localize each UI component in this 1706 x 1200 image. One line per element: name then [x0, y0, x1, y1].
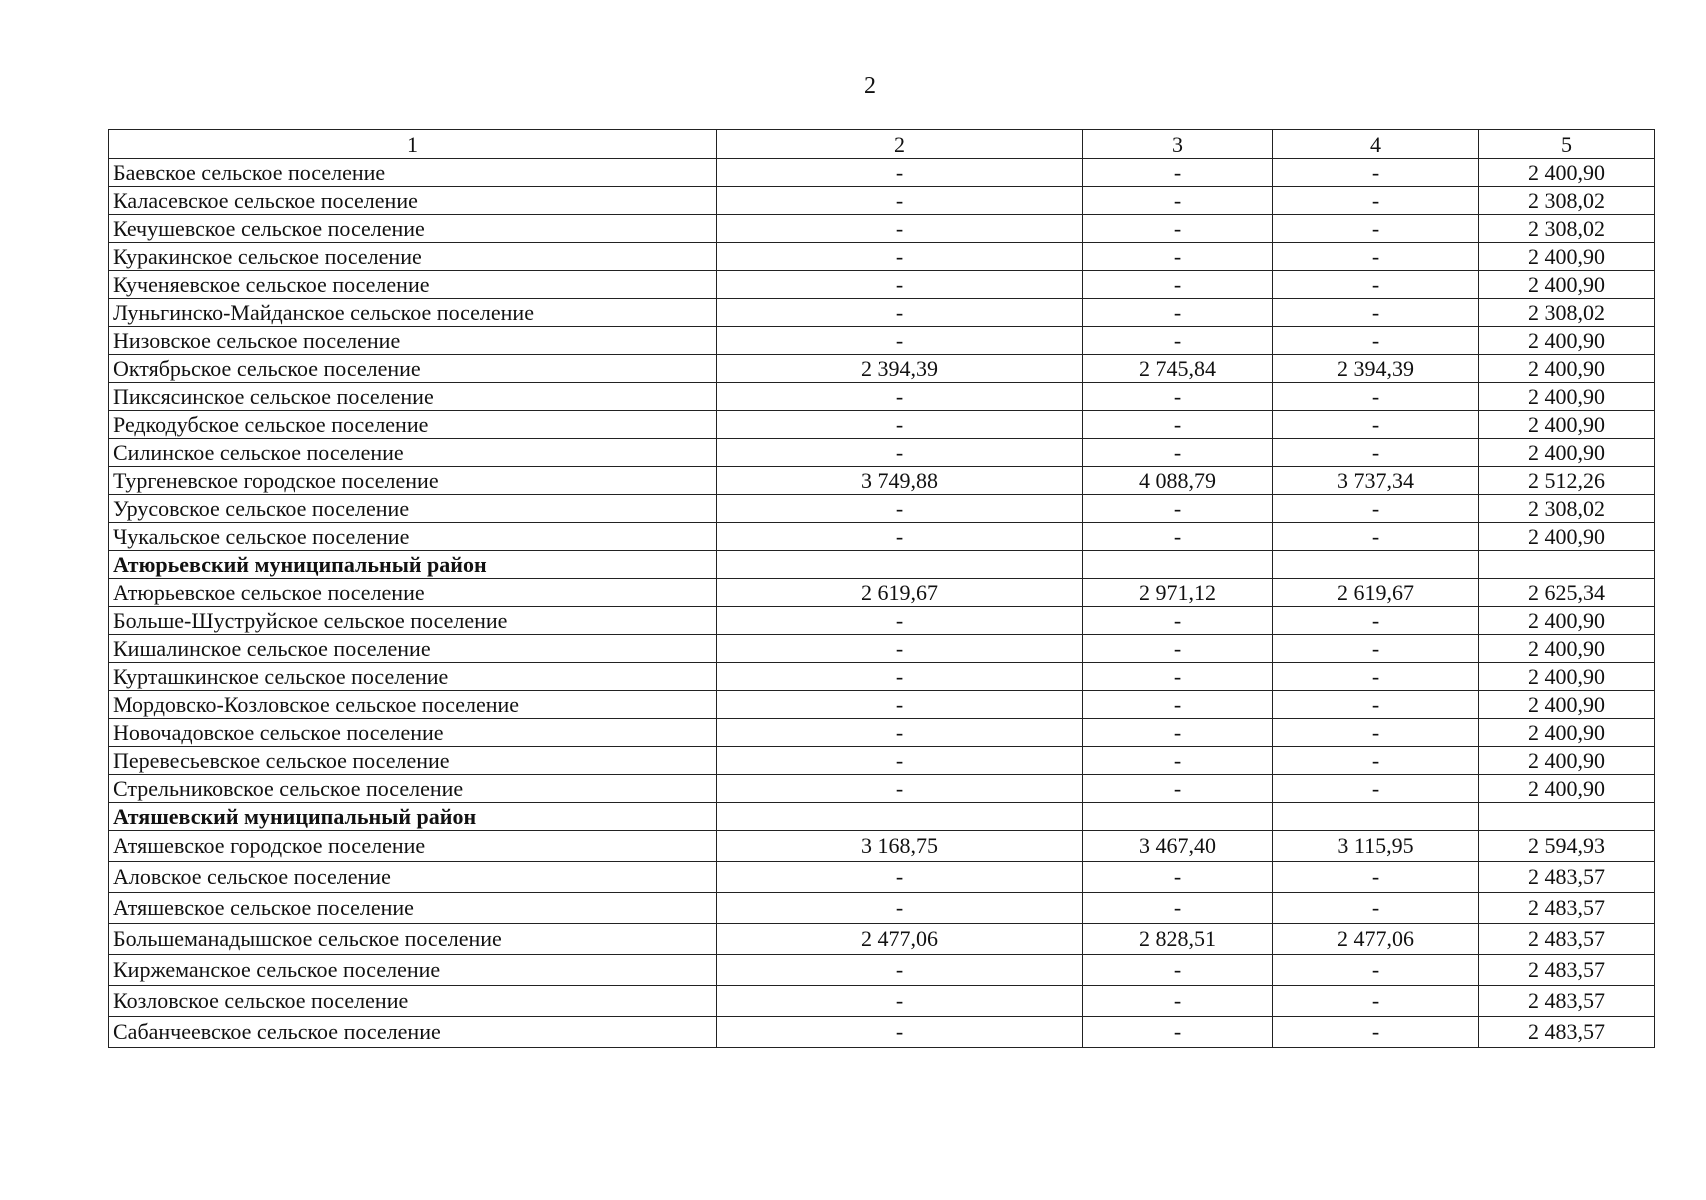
value-col-4	[1273, 551, 1479, 579]
table-row	[109, 862, 1655, 893]
settlement-name: Курташкинское сельское поселение	[109, 663, 717, 691]
value-col-5: 2 400,90	[1479, 523, 1655, 551]
value-col-5: 2 400,90	[1479, 355, 1655, 383]
value-col-2: -	[717, 383, 1083, 411]
value-col-4: -	[1273, 635, 1479, 663]
settlement-name: Низовское сельское поселение	[109, 327, 717, 355]
value-col-2: -	[717, 747, 1083, 775]
table-row	[109, 579, 1655, 607]
value-col-2: -	[717, 663, 1083, 691]
settlement-name: Пиксясинское сельское поселение	[109, 383, 717, 411]
header-col-5: 5	[1479, 130, 1655, 159]
value-col-4: -	[1273, 495, 1479, 523]
value-col-2: 2 394,39	[717, 355, 1083, 383]
table-row	[109, 271, 1655, 299]
value-col-3	[1083, 551, 1273, 579]
table-row	[109, 299, 1655, 327]
value-col-2: 2 619,67	[717, 579, 1083, 607]
value-col-2: -	[717, 986, 1083, 1017]
district-name: Атюрьевский муниципальный район	[109, 551, 717, 579]
value-col-3: -	[1083, 1017, 1273, 1048]
value-col-4: -	[1273, 719, 1479, 747]
data-table	[108, 129, 1655, 1048]
value-col-3: -	[1083, 299, 1273, 327]
value-col-4: -	[1273, 327, 1479, 355]
table-row	[109, 355, 1655, 383]
settlement-name: Каласевское сельское поселение	[109, 187, 717, 215]
table-body	[109, 159, 1655, 1048]
value-col-2: -	[717, 439, 1083, 467]
settlement-name: Сабанчеевское сельское поселение	[109, 1017, 717, 1048]
value-col-3: -	[1083, 775, 1273, 803]
settlement-name: Аловское сельское поселение	[109, 862, 717, 893]
table-row	[109, 955, 1655, 986]
value-col-5: 2 400,90	[1479, 747, 1655, 775]
value-col-5: 2 400,90	[1479, 411, 1655, 439]
value-col-4: -	[1273, 243, 1479, 271]
table-row	[109, 159, 1655, 187]
value-col-5: 2 625,34	[1479, 579, 1655, 607]
value-col-3: -	[1083, 187, 1273, 215]
value-col-2: 2 477,06	[717, 924, 1083, 955]
value-col-2: -	[717, 862, 1083, 893]
value-col-4: -	[1273, 187, 1479, 215]
table-row	[109, 775, 1655, 803]
table-row	[109, 327, 1655, 355]
value-col-5: 2 400,90	[1479, 327, 1655, 355]
settlement-name: Атяшевское сельское поселение	[109, 893, 717, 924]
value-col-4: -	[1273, 383, 1479, 411]
value-col-3: -	[1083, 691, 1273, 719]
value-col-3: -	[1083, 495, 1273, 523]
value-col-5: 2 512,26	[1479, 467, 1655, 495]
settlement-name: Перевесьевское сельское поселение	[109, 747, 717, 775]
value-col-3: -	[1083, 411, 1273, 439]
table-row	[109, 831, 1655, 862]
table-row	[109, 747, 1655, 775]
value-col-3: -	[1083, 215, 1273, 243]
value-col-4: -	[1273, 439, 1479, 467]
value-col-3: -	[1083, 862, 1273, 893]
value-col-2: -	[717, 299, 1083, 327]
table-row	[109, 523, 1655, 551]
value-col-2: -	[717, 215, 1083, 243]
value-col-3: -	[1083, 747, 1273, 775]
value-col-5: 2 400,90	[1479, 243, 1655, 271]
value-col-3: 2 828,51	[1083, 924, 1273, 955]
value-col-5: 2 400,90	[1479, 635, 1655, 663]
settlement-name: Больше-Шуструйское сельское поселение	[109, 607, 717, 635]
settlement-name: Козловское сельское поселение	[109, 986, 717, 1017]
settlement-name: Куракинское сельское поселение	[109, 243, 717, 271]
value-col-5	[1479, 551, 1655, 579]
value-col-2: -	[717, 607, 1083, 635]
value-col-3: -	[1083, 607, 1273, 635]
section-row	[109, 803, 1655, 831]
value-col-5: 2 400,90	[1479, 663, 1655, 691]
value-col-5: 2 308,02	[1479, 299, 1655, 327]
value-col-3: 2 971,12	[1083, 579, 1273, 607]
value-col-4: -	[1273, 411, 1479, 439]
value-col-5: 2 400,90	[1479, 691, 1655, 719]
table-row	[109, 924, 1655, 955]
value-col-2: -	[717, 495, 1083, 523]
value-col-5: 2 483,57	[1479, 924, 1655, 955]
value-col-2: -	[717, 719, 1083, 747]
value-col-2: -	[717, 775, 1083, 803]
value-col-5: 2 308,02	[1479, 495, 1655, 523]
settlement-name: Тургеневское городское поселение	[109, 467, 717, 495]
table-row	[109, 986, 1655, 1017]
value-col-4	[1273, 803, 1479, 831]
value-col-5: 2 483,57	[1479, 1017, 1655, 1048]
header-row	[109, 130, 1655, 159]
table-row	[109, 719, 1655, 747]
settlement-name: Большеманадышское сельское поселение	[109, 924, 717, 955]
value-col-4: -	[1273, 1017, 1479, 1048]
value-col-3: -	[1083, 719, 1273, 747]
value-col-3: -	[1083, 383, 1273, 411]
value-col-5: 2 400,90	[1479, 719, 1655, 747]
settlement-name: Луньгинско-Майданское сельское поселение	[109, 299, 717, 327]
value-col-5: 2 483,57	[1479, 862, 1655, 893]
value-col-3: 4 088,79	[1083, 467, 1273, 495]
table-row	[109, 383, 1655, 411]
value-col-2: -	[717, 955, 1083, 986]
value-col-4: -	[1273, 862, 1479, 893]
value-col-4: -	[1273, 691, 1479, 719]
value-col-3: 2 745,84	[1083, 355, 1273, 383]
settlement-name: Киржеманское сельское поселение	[109, 955, 717, 986]
value-col-4: -	[1273, 775, 1479, 803]
value-col-4: -	[1273, 523, 1479, 551]
value-col-2: -	[717, 243, 1083, 271]
settlement-name: Кечушевское сельское поселение	[109, 215, 717, 243]
value-col-2: -	[717, 271, 1083, 299]
header-col-4: 4	[1273, 130, 1479, 159]
value-col-4: -	[1273, 299, 1479, 327]
value-col-3: -	[1083, 635, 1273, 663]
value-col-2: 3 168,75	[717, 831, 1083, 862]
header-col-2: 2	[717, 130, 1083, 159]
value-col-2: -	[717, 411, 1083, 439]
value-col-4: -	[1273, 893, 1479, 924]
value-col-4: 2 394,39	[1273, 355, 1479, 383]
value-col-5: 2 483,57	[1479, 955, 1655, 986]
value-col-2: -	[717, 159, 1083, 187]
value-col-2: 3 749,88	[717, 467, 1083, 495]
settlement-name: Новочадовское сельское поселение	[109, 719, 717, 747]
value-col-5: 2 400,90	[1479, 159, 1655, 187]
value-col-5: 2 483,57	[1479, 986, 1655, 1017]
value-col-2	[717, 551, 1083, 579]
value-col-2: -	[717, 327, 1083, 355]
value-col-5: 2 400,90	[1479, 271, 1655, 299]
value-col-5	[1479, 803, 1655, 831]
table-row	[109, 243, 1655, 271]
value-col-5: 2 594,93	[1479, 831, 1655, 862]
value-col-4: -	[1273, 607, 1479, 635]
value-col-4: 2 477,06	[1273, 924, 1479, 955]
settlement-name: Баевское сельское поселение	[109, 159, 717, 187]
value-col-2: -	[717, 893, 1083, 924]
value-col-5: 2 308,02	[1479, 187, 1655, 215]
value-col-4: -	[1273, 215, 1479, 243]
value-col-3: -	[1083, 986, 1273, 1017]
settlement-name: Стрельниковское сельское поселение	[109, 775, 717, 803]
value-col-2: -	[717, 187, 1083, 215]
table-row	[109, 1017, 1655, 1048]
district-name: Атяшевский муниципальный район	[109, 803, 717, 831]
header-col-1: 1	[109, 130, 717, 159]
table-row	[109, 607, 1655, 635]
table-row	[109, 663, 1655, 691]
value-col-2: -	[717, 523, 1083, 551]
value-col-4: -	[1273, 159, 1479, 187]
value-col-5: 2 400,90	[1479, 439, 1655, 467]
value-col-3: -	[1083, 893, 1273, 924]
value-col-5: 2 483,57	[1479, 893, 1655, 924]
value-col-3: -	[1083, 439, 1273, 467]
value-col-2	[717, 803, 1083, 831]
table-row	[109, 691, 1655, 719]
value-col-5: 2 308,02	[1479, 215, 1655, 243]
value-col-3: -	[1083, 523, 1273, 551]
value-col-4: -	[1273, 955, 1479, 986]
table-row	[109, 215, 1655, 243]
header-col-3: 3	[1083, 130, 1273, 159]
settlement-name: Редкодубское сельское поселение	[109, 411, 717, 439]
value-col-4: 2 619,67	[1273, 579, 1479, 607]
value-col-5: 2 400,90	[1479, 607, 1655, 635]
table-row	[109, 467, 1655, 495]
value-col-5: 2 400,90	[1479, 383, 1655, 411]
value-col-3: 3 467,40	[1083, 831, 1273, 862]
settlement-name: Атяшевское городское поселение	[109, 831, 717, 862]
value-col-3: -	[1083, 271, 1273, 299]
value-col-4: 3 115,95	[1273, 831, 1479, 862]
value-col-3: -	[1083, 955, 1273, 986]
value-col-2: -	[717, 1017, 1083, 1048]
value-col-3: -	[1083, 663, 1273, 691]
table-row	[109, 635, 1655, 663]
value-col-3	[1083, 803, 1273, 831]
table-row	[109, 893, 1655, 924]
settlement-name: Чукальское сельское поселение	[109, 523, 717, 551]
value-col-5: 2 400,90	[1479, 775, 1655, 803]
table-row	[109, 495, 1655, 523]
value-col-3: -	[1083, 243, 1273, 271]
settlement-name: Силинское сельское поселение	[109, 439, 717, 467]
value-col-4: -	[1273, 663, 1479, 691]
value-col-4: -	[1273, 986, 1479, 1017]
table-row	[109, 439, 1655, 467]
value-col-4: -	[1273, 747, 1479, 775]
settlement-name: Мордовско-Козловское сельское поселение	[109, 691, 717, 719]
settlement-name: Урусовское сельское поселение	[109, 495, 717, 523]
value-col-4: 3 737,34	[1273, 467, 1479, 495]
value-col-4: -	[1273, 271, 1479, 299]
section-row	[109, 551, 1655, 579]
page-number: 2	[864, 73, 876, 99]
table-row	[109, 187, 1655, 215]
value-col-3: -	[1083, 159, 1273, 187]
settlement-name: Атюрьевское сельское поселение	[109, 579, 717, 607]
settlement-name: Кученяевское сельское поселение	[109, 271, 717, 299]
value-col-2: -	[717, 691, 1083, 719]
value-col-3: -	[1083, 327, 1273, 355]
value-col-2: -	[717, 635, 1083, 663]
table-row	[109, 411, 1655, 439]
settlement-name: Кишалинское сельское поселение	[109, 635, 717, 663]
settlement-name: Октябрьское сельское поселение	[109, 355, 717, 383]
